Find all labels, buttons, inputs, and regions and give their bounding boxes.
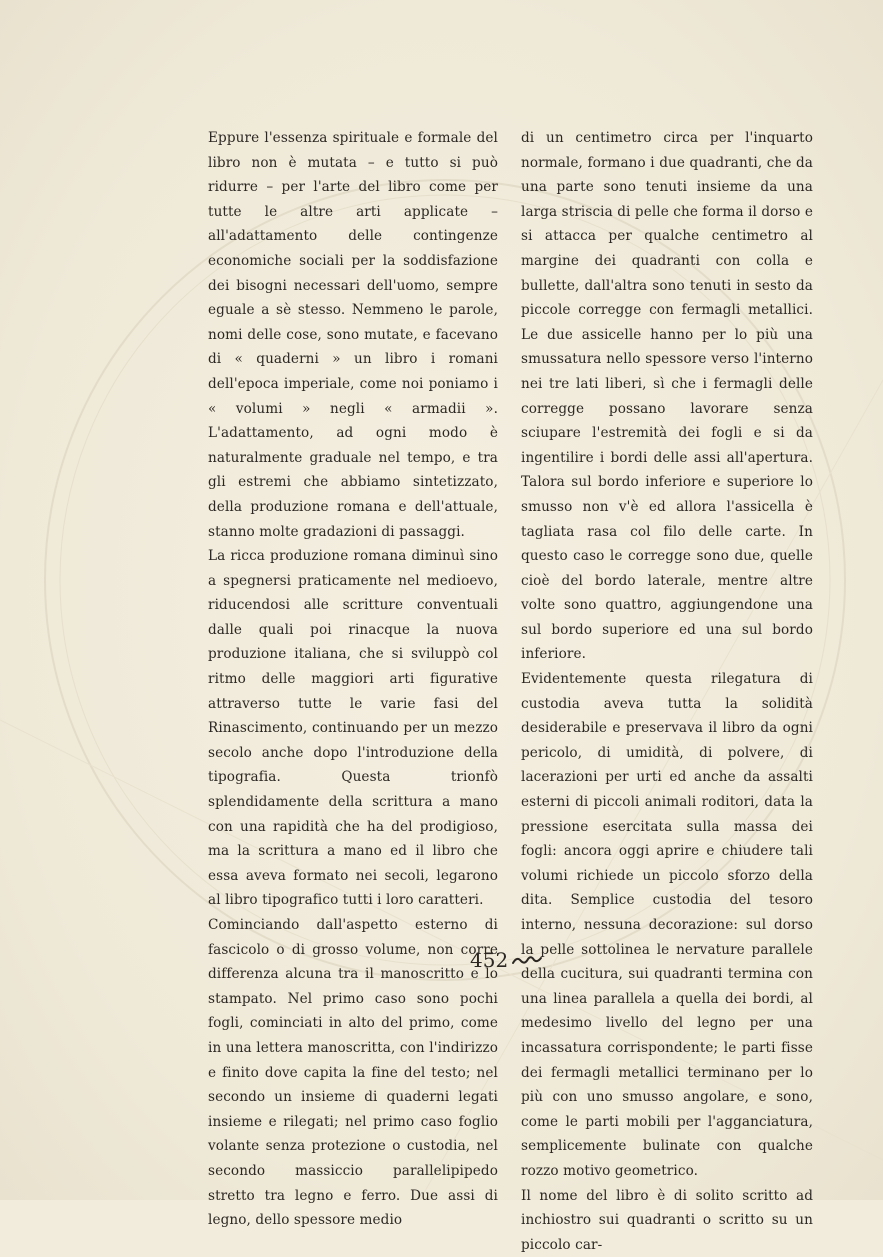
paragraph: Evidentemente questa rilegatura di custodia aveva tutta la solidità desiderabile e preservava il libro da ogni pericolo, di umidità, di polvere, di lacerazioni per urti ed anche da assalti esterni di piccoli animali roditori, data la pressione esercitata sulla massa dei fogli: ancora oggi aprire e chiudere tali volumi richiede un piccolo sforzo della dita. Semplice custodia del tesoro interno, nessuna decorazione: sul dorso la pelle sottolinea le nervature parallele della cucitura, sui quadranti termina con una linea parallela a quella dei bordi, al medesimo livello del legno per una incassatura corrispondente; le parti fisse dei fermagli metallici terminano per lo più con uno smusso angolare, e sono, come le parti mobili per l'agganciatura, semplicemente bulinate con qualche rozzo motivo geometrico. <box>521 671 813 1179</box>
left-text-column <box>208 126 498 1233</box>
right-text-column <box>521 126 813 1257</box>
paragraph: Eppure l'essenza spirituale e formale del libro non è mutata – e tutto si può ridurre – per l'arte del libro come per tutte le altre arti applicate – all'adattamento delle contingenze economiche sociali per la soddisfazione dei bisogni necessari dell'uomo, sempre eguale a sè stesso. Nemmeno le parole, nomi delle cose, sono mutate, e facevano di « quaderni » un libro i romani dell'epoca imperiale, come noi poniamo i « volumi » negli « armadii ». L'adattamento, ad ogni modo è naturalmente graduale nel tempo, e tra gli estremi che abbiamo sintetizzato, della produzione romana e dell'attuale, stanno molte gradazioni di passaggi. <box>208 130 498 540</box>
paragraph: Cominciando dall'aspetto esterno di fascicolo o di grosso volume, non corre differenza alcuna tra il manoscritto e lo stampato. Nel primo caso sono pochi fogli, cominciati in alto del primo, come in una lettera manoscritta, con l'indirizzo e finito dove capita la fine del testo; nel secondo un insieme di quaderni legati insieme e rilegati; nel primo caso foglio volante senza protezione o custodia, nel secondo massiccio parallelipipedo stretto tra legno e ferro. Due assi di legno, dello spessore medio <box>208 917 498 1229</box>
paragraph: Il nome del libro è di solito scritto ad inchiostro sui quadranti o scritto su un piccolo car- <box>521 1187 813 1253</box>
page-number-text: 452 <box>470 948 509 972</box>
page-number <box>470 948 542 972</box>
paragraph: di un centimetro circa per l'inquarto normale, formano i due quadranti, che da una parte sono tenuti insieme da una larga striscia di pelle che forma il dorso e si attacca per qualche centimetro al margine dei quadranti con colla e bullette, dall'altra sono tenuti in sesto da piccole corregge con fermagli metallici. Le due assicelle hanno per lo più una smussatura nello spessore verso l'interno nei tre lati liberi, sì che i fermagli delle corregge possano lavorare senza sciupare l'estremità dei fogli e si da ingentilire i bordi delle assi all'apertura. Talora sul bordo inferiore e superiore lo smusso non v'è ed allora l'assicella è tagliata rasa col filo delle carte. In questo caso le corregge sono due, quelle cioè del bordo laterale, mentre altre volte sono quattro, aggiungendone una sul bordo superiore ed una sul bordo inferiore. <box>521 130 813 663</box>
paragraph: La ricca produzione romana diminuì sino a spegnersi praticamente nel medioevo, riducendosi alle scritture conventuali dalle quali poi rinacque la nuova produzione italiana, che si sviluppò col ritmo delle maggiori arti figurative attraverso tutte le varie fasi del Rinascimento, continuando per un mezzo secolo anche dopo l'introduzione della tipografia. Questa trionfò splendidamente della scrittura a mano con una rapidità che ha del prodigioso, ma la scrittura a mano ed il libro che essa aveva formato nei secoli, legarono al libro tipografico tutti i loro caratteri. <box>208 548 498 909</box>
flourish-ornament-icon <box>512 954 542 966</box>
